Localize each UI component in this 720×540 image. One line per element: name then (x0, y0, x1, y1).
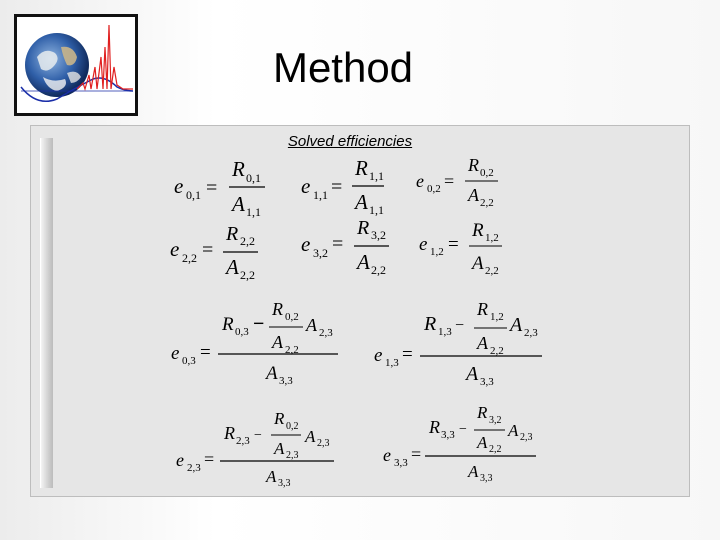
equation-e13 (374, 299, 542, 388)
svg-text:3,2: 3,2 (371, 228, 386, 242)
equation-e12 (419, 220, 502, 277)
svg-text:A: A (357, 250, 370, 274)
svg-text:A: A (508, 421, 519, 440)
svg-text:3,2: 3,2 (489, 415, 502, 426)
svg-text:e: e (176, 450, 184, 470)
svg-text:A: A (355, 190, 368, 214)
svg-text:R: R (477, 403, 488, 422)
svg-text:=: = (206, 177, 218, 199)
slide-title: Method (272, 44, 414, 91)
svg-text:=: = (202, 239, 214, 261)
svg-text:2,3: 2,3 (187, 462, 201, 474)
svg-text:=: = (332, 233, 344, 255)
svg-text:2,2: 2,2 (480, 197, 494, 209)
svg-text:2,2: 2,2 (485, 265, 499, 277)
svg-text:=: = (204, 449, 215, 469)
svg-text:−: − (459, 422, 467, 437)
svg-text:−: − (455, 317, 465, 334)
svg-text:3,3: 3,3 (480, 473, 493, 484)
svg-text:0,3: 0,3 (235, 326, 249, 338)
svg-text:A: A (306, 315, 317, 335)
svg-text:1,3: 1,3 (385, 357, 399, 369)
svg-text:A: A (468, 185, 479, 205)
svg-text:R: R (226, 223, 239, 245)
svg-text:2,2: 2,2 (489, 444, 502, 455)
svg-text:e: e (170, 237, 180, 261)
svg-text:e: e (416, 171, 424, 191)
svg-text:R: R (472, 220, 484, 241)
svg-text:A: A (468, 462, 479, 481)
svg-text:1,1: 1,1 (313, 188, 328, 202)
svg-text:A: A (477, 333, 488, 353)
svg-text:A: A (272, 332, 283, 352)
svg-text:0,3: 0,3 (182, 355, 196, 367)
svg-text:2,3: 2,3 (524, 327, 538, 339)
svg-text:2,3: 2,3 (520, 432, 533, 443)
svg-text:A: A (232, 192, 245, 216)
svg-text:R: R (477, 299, 488, 319)
svg-text:1,3: 1,3 (438, 326, 452, 338)
svg-text:0,1: 0,1 (246, 171, 261, 185)
svg-text:A: A (305, 427, 316, 446)
svg-text:3,3: 3,3 (441, 429, 455, 441)
svg-text:e: e (174, 174, 184, 198)
svg-text:3,3: 3,3 (480, 376, 494, 388)
svg-text:1,1: 1,1 (246, 205, 261, 219)
svg-text:2,2: 2,2 (490, 345, 504, 357)
svg-text:1,1: 1,1 (369, 169, 384, 183)
svg-text:2,2: 2,2 (240, 268, 255, 282)
svg-text:2,2: 2,2 (240, 234, 255, 248)
svg-text:=: = (444, 171, 455, 191)
svg-text:−: − (254, 428, 262, 443)
svg-text:R: R (355, 156, 368, 180)
equation-e11 (301, 156, 384, 217)
svg-text:e: e (419, 234, 428, 255)
svg-text:R: R (468, 155, 479, 175)
equation-e33 (383, 403, 536, 484)
svg-text:R: R (272, 299, 283, 319)
svg-text:0,2: 0,2 (285, 311, 299, 323)
svg-text:0,2: 0,2 (427, 183, 441, 195)
svg-text:=: = (331, 176, 343, 198)
svg-text:0,1: 0,1 (186, 188, 201, 202)
equation-e22 (170, 223, 258, 282)
svg-text:A: A (466, 363, 479, 385)
svg-text:A: A (477, 433, 488, 452)
svg-text:2,3: 2,3 (319, 327, 333, 339)
svg-text:R: R (424, 313, 437, 335)
svg-text:A: A (266, 363, 278, 384)
svg-text:R: R (222, 314, 234, 335)
svg-text:0,2: 0,2 (286, 421, 299, 432)
svg-text:R: R (224, 423, 235, 443)
svg-text:1,2: 1,2 (490, 311, 504, 323)
svg-text:0,2: 0,2 (480, 167, 494, 179)
svg-text:2,3: 2,3 (236, 435, 250, 447)
svg-text:3,2: 3,2 (313, 246, 328, 260)
svg-text:A: A (472, 253, 484, 274)
svg-text:1,2: 1,2 (430, 246, 444, 258)
svg-text:R: R (274, 409, 285, 428)
svg-text:A: A (226, 255, 239, 279)
svg-text:e: e (374, 345, 383, 366)
equation-e01 (174, 157, 265, 219)
svg-text:−: − (253, 313, 265, 335)
equation-e02 (416, 155, 498, 209)
svg-text:2,2: 2,2 (371, 263, 386, 277)
svg-text:2,2: 2,2 (285, 344, 299, 356)
svg-text:=: = (411, 444, 422, 464)
svg-text:A: A (266, 467, 277, 486)
svg-text:e: e (301, 174, 311, 198)
svg-text:1,1: 1,1 (369, 203, 384, 217)
equation-e23 (176, 409, 334, 489)
svg-text:=: = (402, 344, 413, 365)
svg-text:A: A (510, 314, 523, 336)
svg-text:=: = (448, 234, 459, 255)
svg-text:e: e (383, 445, 391, 465)
svg-text:=: = (200, 342, 211, 363)
svg-text:A: A (274, 439, 285, 458)
svg-text:e: e (171, 343, 180, 364)
svg-text:2,2: 2,2 (182, 251, 197, 265)
svg-text:3,3: 3,3 (279, 375, 293, 387)
equation-e32 (301, 217, 389, 277)
svg-text:R: R (429, 417, 440, 437)
svg-text:3,3: 3,3 (394, 457, 408, 469)
svg-text:R: R (357, 217, 370, 239)
svg-text:2,3: 2,3 (286, 450, 299, 461)
svg-text:3,3: 3,3 (278, 478, 291, 489)
svg-text:R: R (232, 157, 245, 181)
equation-e03 (171, 299, 338, 387)
slide-subtitle: Solved efficiencies (287, 133, 413, 150)
svg-text:1,2: 1,2 (485, 232, 499, 244)
svg-text:2,3: 2,3 (317, 438, 330, 449)
svg-text:e: e (301, 232, 311, 256)
